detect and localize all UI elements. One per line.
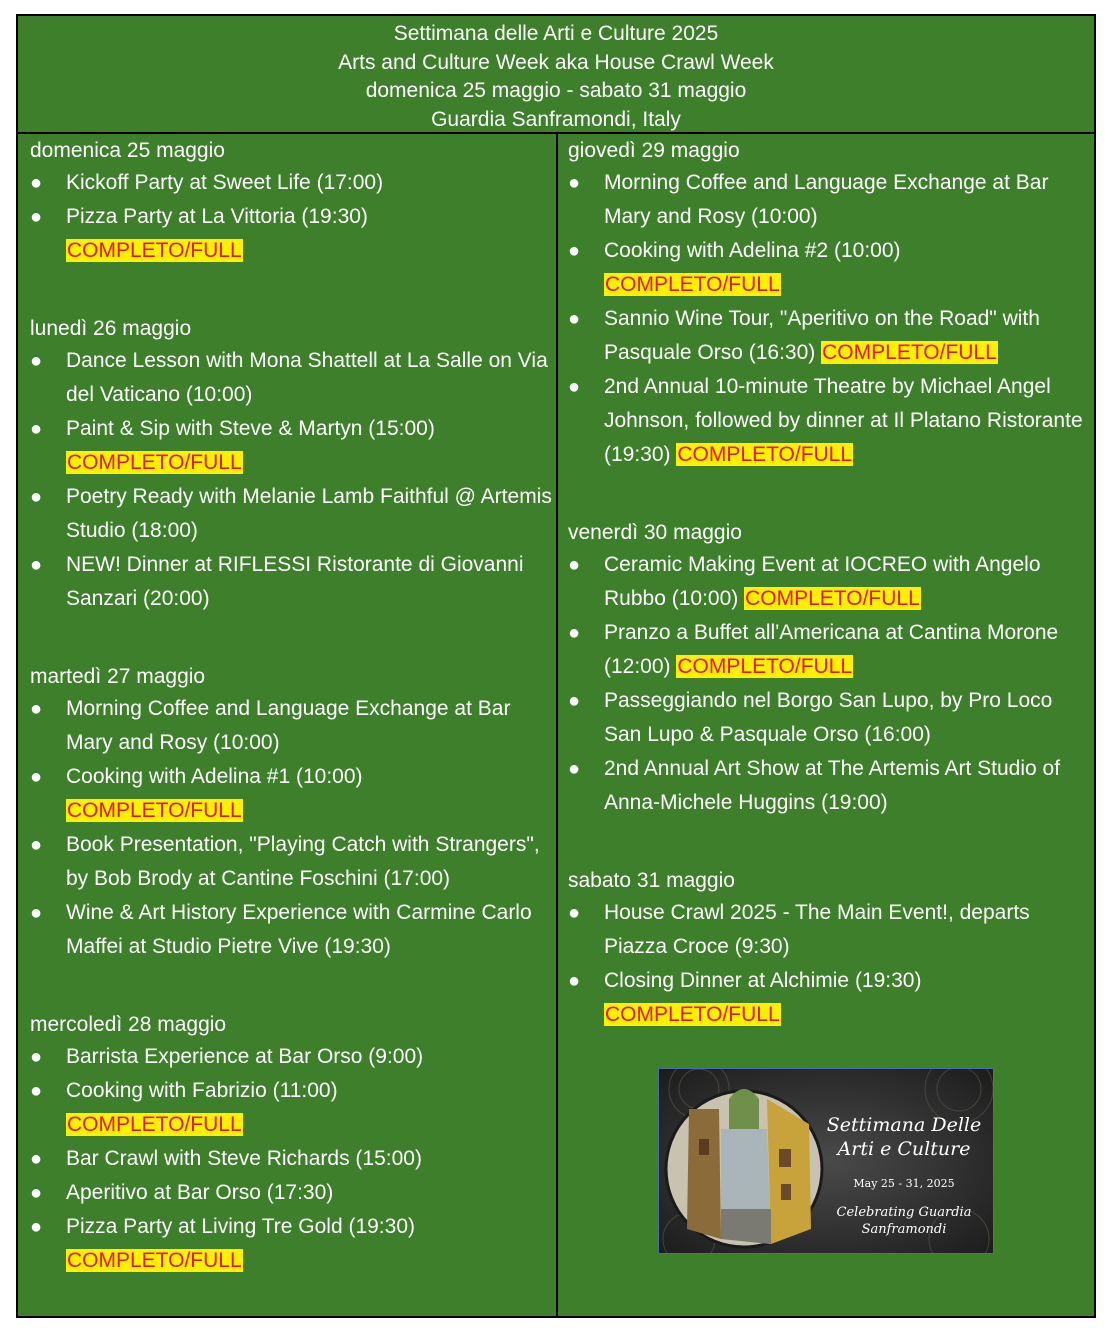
bullet-icon: ● [30,1182,43,1204]
bullet-icon: ● [30,418,43,440]
event-item: ● Dance Lesson with Mona Shattell at La Salle on Via del Vaticano (10:00) [30,344,556,412]
logo-subtitle-line1: Celebrating Guardia [836,1205,972,1220]
event-item: ● Kickoff Party at Sweet Life (17:00) [30,166,556,200]
day-title: giovedì 29 maggio [568,139,740,162]
event-item: ● Book Presentation, "Playing Catch with Strangers", by Bob Brody at Cantine Foschini (17:00) [30,828,556,896]
bullet-icon: ● [568,376,581,398]
event-logo [658,1068,994,1254]
left-column [18,134,558,1316]
logo-title-line2: Arti e Culture [837,1138,971,1160]
event-item: ● Poetry Ready with Melanie Lamb Faithful @ Artemis Studio (18:00) [30,480,556,548]
event-item: ● Passeggiando nel Borgo San Lupo, by Pro Loco San Lupo & Pasquale Orso (16:00) [568,684,1094,752]
bullet-icon: ● [30,554,43,576]
day-block [30,662,556,964]
schedule-table [16,14,1096,1318]
logo-subtitle-line2: Sanframondi [861,1222,947,1237]
right-column [558,134,1094,1316]
bullet-icon: ● [30,834,43,856]
day-title: martedì 27 maggio [30,665,206,688]
event-item: ● Sannio Wine Tour, "Aperitivo on the Road" with Pasquale Orso (16:30) COMPLETO/FULL [568,302,1094,370]
event-item: ● 2nd Annual 10-minute Theatre by Michael Angel Johnson, followed by dinner at Il Platano Ristorante (19:30) COMPLETO/FULL [568,370,1094,472]
header-location: Guardia Sanframondi, Italy [431,107,681,131]
bullet-icon: ● [30,486,43,508]
full-badge: COMPLETO/FULL [677,655,853,678]
full-badge: COMPLETO/FULL [67,239,242,262]
day-title: lunedì 26 maggio [30,317,192,340]
logo-dates: May 25 - 31, 2025 [853,1177,955,1190]
event-item: ● Cooking with Fabrizio (11:00) COMPLETO/FULL [30,1074,556,1142]
bullet-icon: ● [30,698,43,720]
event-item: ● 2nd Annual Art Show at The Artemis Art Studio of Anna-Michele Huggins (19:00) [568,752,1094,820]
full-badge: COMPLETO/FULL [677,443,853,466]
header-title: Settimana delle Arti e Culture 2025 [393,22,719,45]
bullet-icon: ● [568,308,581,330]
bullet-icon: ● [30,172,43,194]
event-item: ● Barrista Experience at Bar Orso (9:00) [30,1040,556,1074]
full-badge: COMPLETO/FULL [67,1113,242,1136]
bullet-icon: ● [568,758,581,780]
bullet-icon: ● [30,902,43,924]
bullet-icon: ● [568,240,581,262]
full-badge: COMPLETO/FULL [67,1249,242,1272]
day-block [568,518,1094,820]
day-title: venerdì 30 maggio [568,521,742,544]
bullet-icon: ● [568,622,581,644]
event-item: ● House Crawl 2025 - The Main Event!, departs Piazza Croce (9:30) [568,896,1094,964]
event-item: ● Pranzo a Buffet all'Americana at Cantina Morone (12:00) COMPLETO/FULL [568,616,1094,684]
bullet-icon: ● [30,1148,43,1170]
event-item: ● Cooking with Adelina #1 (10:00) COMPLETO/FULL [30,760,556,828]
full-badge: COMPLETO/FULL [67,451,242,474]
event-item: ● Wine & Art History Experience with Carmine Carlo Maffei at Studio Pietre Vive (19:30) [30,896,556,964]
bullet-icon: ● [30,1080,43,1102]
bullet-icon: ● [30,1046,43,1068]
event-item: ● Ceramic Making Event at IOCREO with Angelo Rubbo (10:00) COMPLETO/FULL [568,548,1094,616]
day-block [30,314,556,616]
event-item: ● Pizza Party at La Vittoria (19:30) COMPLETO/FULL [30,200,556,268]
full-badge: COMPLETO/FULL [605,1003,780,1026]
bullet-icon: ● [30,1216,43,1238]
day-title: sabato 31 maggio [568,869,735,892]
bullet-icon: ● [568,690,581,712]
bullet-icon: ● [30,206,43,228]
event-item: ● Pizza Party at Living Tre Gold (19:30) COMPLETO/FULL [30,1210,556,1278]
full-badge: COMPLETO/FULL [745,587,920,610]
bullet-icon: ● [568,902,581,924]
bullet-icon: ● [568,554,581,576]
day-title: domenica 25 maggio [30,139,225,162]
schedule-header [18,16,1094,134]
bullet-icon: ● [30,766,43,788]
header-dates: domenica 25 maggio - sabato 31 maggio [365,79,747,102]
logo-text [819,1113,989,1238]
day-block [568,136,1094,472]
header-subtitle: Arts and Culture Week aka House Crawl Week [338,50,774,74]
event-item: ● Morning Coffee and Language Exchange at Bar Mary and Rosy (10:00) [568,166,1094,234]
bullet-icon: ● [30,350,43,372]
event-item: ● Bar Crawl with Steve Richards (15:00) [30,1142,556,1176]
day-block [30,136,556,268]
full-badge: COMPLETO/FULL [605,273,780,296]
event-item: ● Closing Dinner at Alchimie (19:30) COMPLETO/FULL [568,964,1094,1032]
event-item: ● Aperitivo at Bar Orso (17:30) [30,1176,556,1210]
full-badge: COMPLETO/FULL [67,799,242,822]
day-block [568,866,1094,1032]
day-title: mercoledì 28 maggio [30,1013,227,1036]
event-item: ● NEW! Dinner at RIFLESSI Ristorante di Giovanni Sanzari (20:00) [30,548,556,616]
event-item: ● Paint & Sip with Steve & Martyn (15:00) COMPLETO/FULL [30,412,556,480]
day-block [30,1010,556,1278]
logo-title-line1: Settimana Delle [826,1114,982,1136]
bullet-icon: ● [568,970,581,992]
bullet-icon: ● [568,172,581,194]
full-badge: COMPLETO/FULL [822,341,997,364]
event-item: ● Morning Coffee and Language Exchange at Bar Mary and Rosy (10:00) [30,692,556,760]
event-item: ● Cooking with Adelina #2 (10:00) COMPLETO/FULL [568,234,1094,302]
